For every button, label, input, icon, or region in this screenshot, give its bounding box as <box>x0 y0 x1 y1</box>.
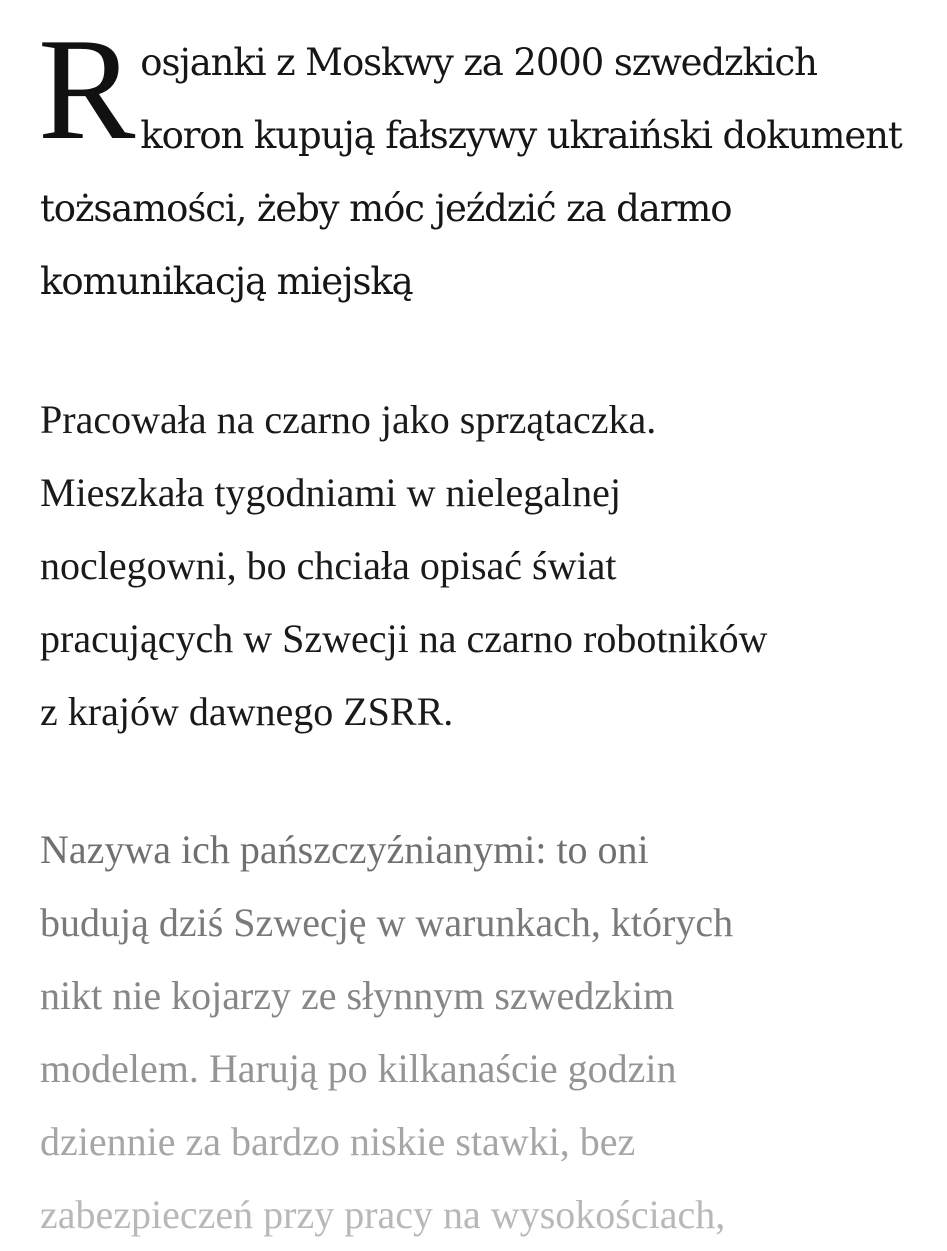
paragraph-line: Mieszkała tygodniami w nielegalnej <box>40 470 621 515</box>
paragraph-line: z krajów dawnego ZSRR. <box>40 689 454 734</box>
paragraph-line: Pracowała na czarno jako sprzątaczka. <box>40 397 657 442</box>
paragraph-line: pracujących w Szwecji na czarno robotników <box>40 616 768 661</box>
lead-text: osjanki z Moskwy za 2000 szwedzkich koron kupują fałszywy ukraiński dokument tożsamości, żeby móc jeździć za darmo komunikacją miejską <box>40 41 902 303</box>
article-body <box>38 8 920 1251</box>
drop-cap: R <box>38 8 135 170</box>
paragraph-2 <box>40 383 920 748</box>
paragraph-line: Nazywa ich pańszczyźnianymi: to oni <box>40 827 649 872</box>
paragraph-line: budują dziś Szwecję w warunkach, których <box>40 900 734 945</box>
paragraph-line: zabezpieczeń przy pracy na wysokościach, <box>40 1192 726 1237</box>
paragraph-line: dziennie za bardzo niskie stawki, bez <box>40 1119 636 1164</box>
article-lead <box>38 8 920 318</box>
paragraph-line: nikt nie kojarzy ze słynnym szwedzkim <box>40 973 675 1018</box>
paragraph-3-faded <box>40 813 920 1251</box>
paragraph-line: noclegowni, bo chciała opisać świat <box>40 543 617 588</box>
paragraph-line: modelem. Harują po kilkanaście godzin <box>40 1046 677 1091</box>
